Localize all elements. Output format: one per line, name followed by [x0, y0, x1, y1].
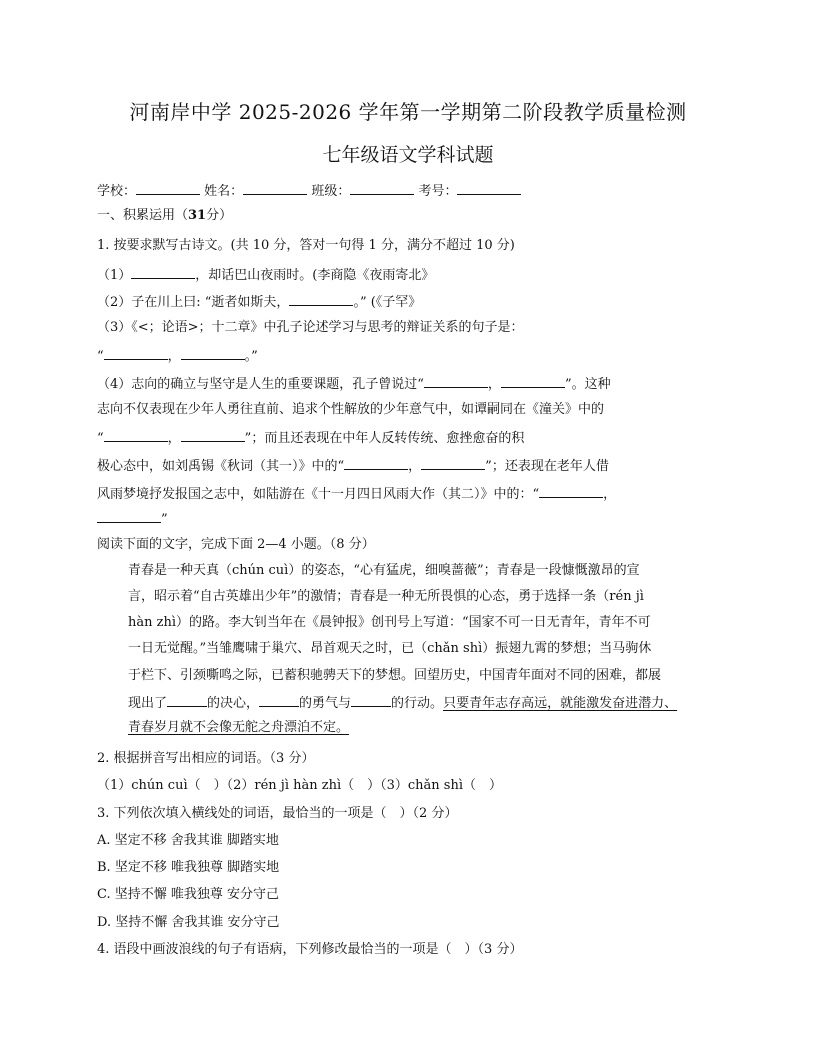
q3-option-d: D. 坚持不懈 舍我其谁 安分守己	[97, 915, 280, 930]
q2-text: 2. 根据拼音写出相应的词语。（3 分）	[97, 751, 315, 766]
q3-option-b: B. 坚定不移 唯我独尊 脚踏实地	[97, 860, 280, 875]
reading-paragraph-line: 现出了 的决心， 的勇气与 的行动。只要青年志存高远，就能激发奋进潜力、	[128, 692, 677, 714]
q1-item3-answer: “ ， 。”	[97, 345, 258, 367]
fill-blank[interactable]	[351, 692, 391, 707]
answer-blank[interactable]	[501, 373, 565, 388]
exam-no-blank[interactable]	[457, 180, 521, 195]
student-info-row	[97, 180, 521, 202]
reading-paragraph-line: 于栏下、引颈嘶鸣之际，已蓄积驰骋天下的梦想。回望历史，中国青年面对不同的困难，都展	[128, 668, 662, 683]
q1-intro: 1. 按要求默写古诗文。(共 10 分，答对一句得 1 分，满分不超过 10 分)	[97, 238, 515, 253]
name-blank[interactable]	[243, 180, 307, 195]
q4-text: 4. 语段中画波浪线的句子有语病，下列修改最恰当的一项是（ ）（3 分）	[97, 942, 523, 957]
answer-blank[interactable]	[181, 345, 245, 360]
reading-paragraph-line: 青春是一种天真（chún cuì）的姿态，“心有猛虎，细嗅蔷薇”；青春是一段慷慨激昂的宣	[128, 563, 640, 578]
q3-text: 3. 下列依次填入横线处的词语，最恰当的一项是（ ）（2 分）	[97, 806, 458, 821]
school-label: 学校：	[97, 184, 137, 199]
school-blank[interactable]	[136, 180, 200, 195]
q1-item4-line1: （4）志向的确立与坚守是人生的重要课题，孔子曾说过“ ， ”。这种	[97, 373, 611, 395]
q1-item4-line6: ”	[97, 508, 168, 530]
answer-blank[interactable]	[104, 345, 168, 360]
q1-item4-line4: 极心态中，如刘禹锡《秋词（其一）》中的“ ， ”；还表现在老年人借	[97, 455, 609, 477]
q3-option-c: C. 坚持不懈 唯我独尊 安分守己	[97, 887, 280, 902]
wavy-underlined-sentence: 青春岁月就不会像无舵之舟漂泊不定。	[128, 720, 350, 735]
answer-blank[interactable]	[539, 483, 603, 498]
q1-item4-line3: “ ， ”；而且还表现在中年人反转传统、愈挫愈奋的积	[97, 427, 524, 449]
reading-paragraph-line: hàn zhì）的路。李大钊当年在《晨钟报》创刊号上写道：“国家不可一日无青年，青年不可	[128, 615, 651, 630]
name-label: 姓名：	[204, 184, 244, 199]
wavy-underlined-sentence: 只要青年志存高远，就能激发奋进潜力、	[443, 696, 678, 711]
reading-intro: 阅读下面的文字，完成下面 2—4 小题。（8 分）	[97, 537, 375, 552]
q1-item1: （1） ，却话巴山夜雨时。(李商隐《夜雨寄北》	[97, 264, 434, 286]
answer-blank[interactable]	[289, 291, 353, 306]
answer-blank[interactable]	[421, 455, 485, 470]
class-label: 班级：	[311, 184, 351, 199]
q1-item4-line2: 志向不仅表现在少年人勇往直前、追求个性解放的少年意气中，如谭嗣同在《潼关》中的	[97, 402, 605, 417]
answer-blank[interactable]	[131, 264, 195, 279]
fill-blank[interactable]	[167, 692, 207, 707]
q3-option-a: A. 坚定不移 舍我其谁 脚踏实地	[97, 833, 279, 848]
answer-blank[interactable]	[181, 427, 245, 442]
answer-blank[interactable]	[424, 373, 488, 388]
class-blank[interactable]	[350, 180, 414, 195]
fill-blank[interactable]	[259, 692, 299, 707]
answer-blank[interactable]	[344, 455, 408, 470]
reading-paragraph-line	[128, 718, 349, 738]
section-heading: 一、积累运用（31分）	[97, 208, 233, 223]
q1-item2: （2）子在川上曰: “逝者如斯夫， 。” (《子罕》	[97, 291, 421, 313]
reading-paragraph-line: 言，昭示着“自古英雄出少年”的激情；青春是一种无所畏惧的心态，勇于选择一条（rén jì	[128, 589, 644, 604]
q1-item3: （3）《<；论语>；十二章》中孔子论述学习与思考的辩证关系的句子是：	[97, 320, 524, 335]
exam-subtitle: 七年级语文学科试题	[322, 144, 494, 166]
answer-blank[interactable]	[97, 508, 161, 523]
q2-options: （1）chún cuì（ ）（2）rén jì hàn zhì（ ）（3）chǎn shì（ ）	[97, 778, 503, 793]
reading-paragraph-line: 一日无觉醒。”当雏鹰啸于巢穴、昂首观天之时，已（chǎn shì）振翅九霄的梦想；当马驹休	[128, 641, 652, 656]
exam-title: 河南岸中学 2025-2026 学年第一学期第二阶段教学质量检测	[129, 100, 687, 124]
q1-item4-line5: 风雨梦境抒发报国之志中，如陆游在《十一月四日风雨大作（其二）》中的：“ ，	[97, 483, 616, 505]
exam-no-label: 考号：	[418, 184, 458, 199]
answer-blank[interactable]	[104, 427, 168, 442]
